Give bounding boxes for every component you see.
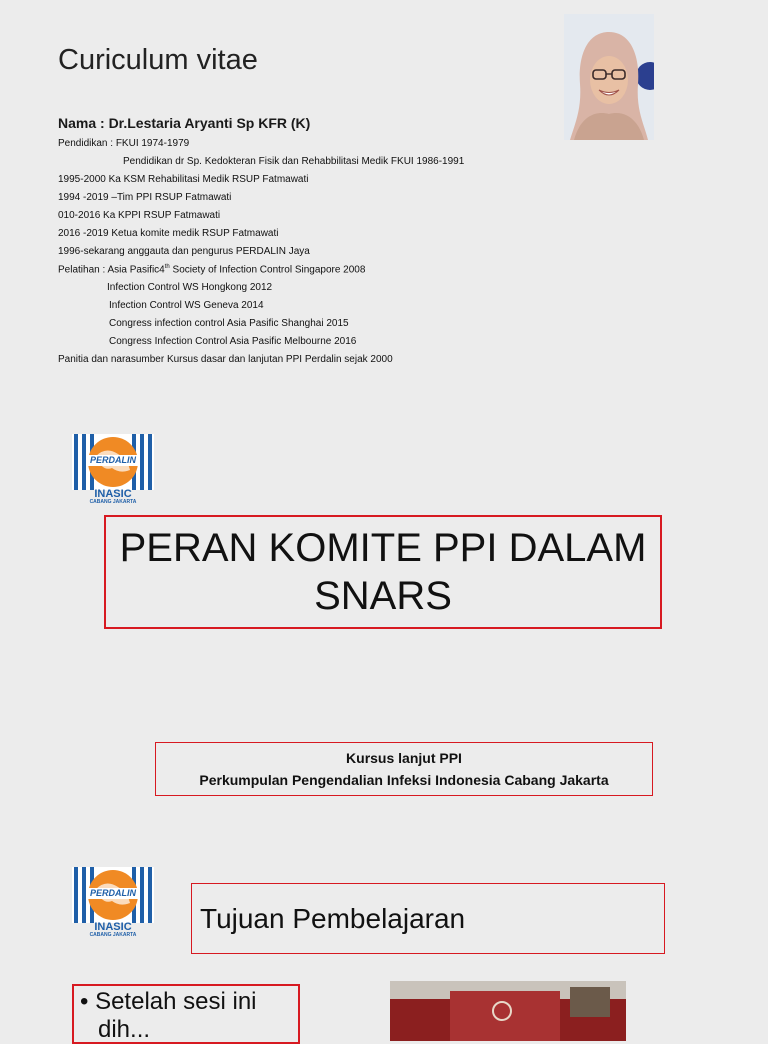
cv-line: Pendidikan : FKUI 1974-1979 [58,138,190,149]
logo-inasic-text: INASIC [94,488,132,500]
title-box [104,515,662,629]
objectives-bullet-box [72,984,300,1044]
objective-bullet-continuation: dih... [98,1016,151,1043]
objectives-heading: Tujuan Pembelajaran [200,902,466,934]
cv-name: Nama : Dr.Lestaria Aryanti Sp KFR (K) [58,115,311,131]
objective-bullet-text: Setelah sesi ini [95,988,257,1015]
cv-line: Congress Infection Control Asia Pasific Melbourne 2016 [109,336,357,347]
slide-photo [390,981,626,1041]
cv-training-sup: th [164,264,170,270]
cv-line-training [58,264,365,275]
subtitle-organization: Perkumpulan Pengendalian Infeksi Indonesia Cabang Jakarta [199,772,609,788]
cv-training-tail: Society of Infection Control Singapore 2008 [169,264,366,276]
cv-line: Infection Control WS Hongkong 2012 [107,282,273,293]
speaker-photo [564,14,654,140]
objective-bullet: • Setelah sesi ini [80,988,257,1015]
cv-line: 1995-2000 Ka KSM Rehabilitasi Medik RSUP Fatmawati [58,174,309,185]
cv-line: Panitia dan narasumber Kursus dasar dan lanjutan PPI Perdalin sejak 2000 [58,354,393,365]
logo-caption: CABANG JAKARTA [89,932,137,938]
cv-line: 1994 -2019 –Tim PPI RSUP Fatmawati [58,192,232,203]
logo-inasic-text: INASIC [94,921,132,933]
cv-line: Congress infection control Asia Pasific Shanghai 2015 [109,318,349,329]
logo-caption: CABANG JAKARTA [89,499,137,505]
slide-title: PERAN KOMITE PPI DALAM SNARS [119,526,647,618]
cv-training-text: Pelatihan : Asia Pasific4 [58,264,165,276]
perdalin-logo [72,867,154,939]
subtitle-box [155,742,653,796]
cv-line: 2016 -2019 Ketua komite medik RSUP Fatmawati [58,228,279,239]
cv-title: Curiculum vitae [58,44,258,76]
cv-line: 1996-sekarang anggauta dan pengurus PERDALIN Jaya [58,246,310,257]
cv-line: Pendidikan dr Sp. Kedokteran Fisik dan Rehabbilitasi Medik FKUI 1986-1991 [123,156,465,167]
cv-line: 010-2016 Ka KPPI RSUP Fatmawati [58,210,221,221]
subtitle-course: Kursus lanjut PPI [346,750,462,766]
objectives-heading-box [191,883,665,954]
logo-top-text: PERDALIN [89,888,136,898]
cv-line: Infection Control WS Geneva 2014 [109,300,264,311]
perdalin-logo [72,434,154,506]
logo-top-text: PERDALIN [89,455,136,465]
